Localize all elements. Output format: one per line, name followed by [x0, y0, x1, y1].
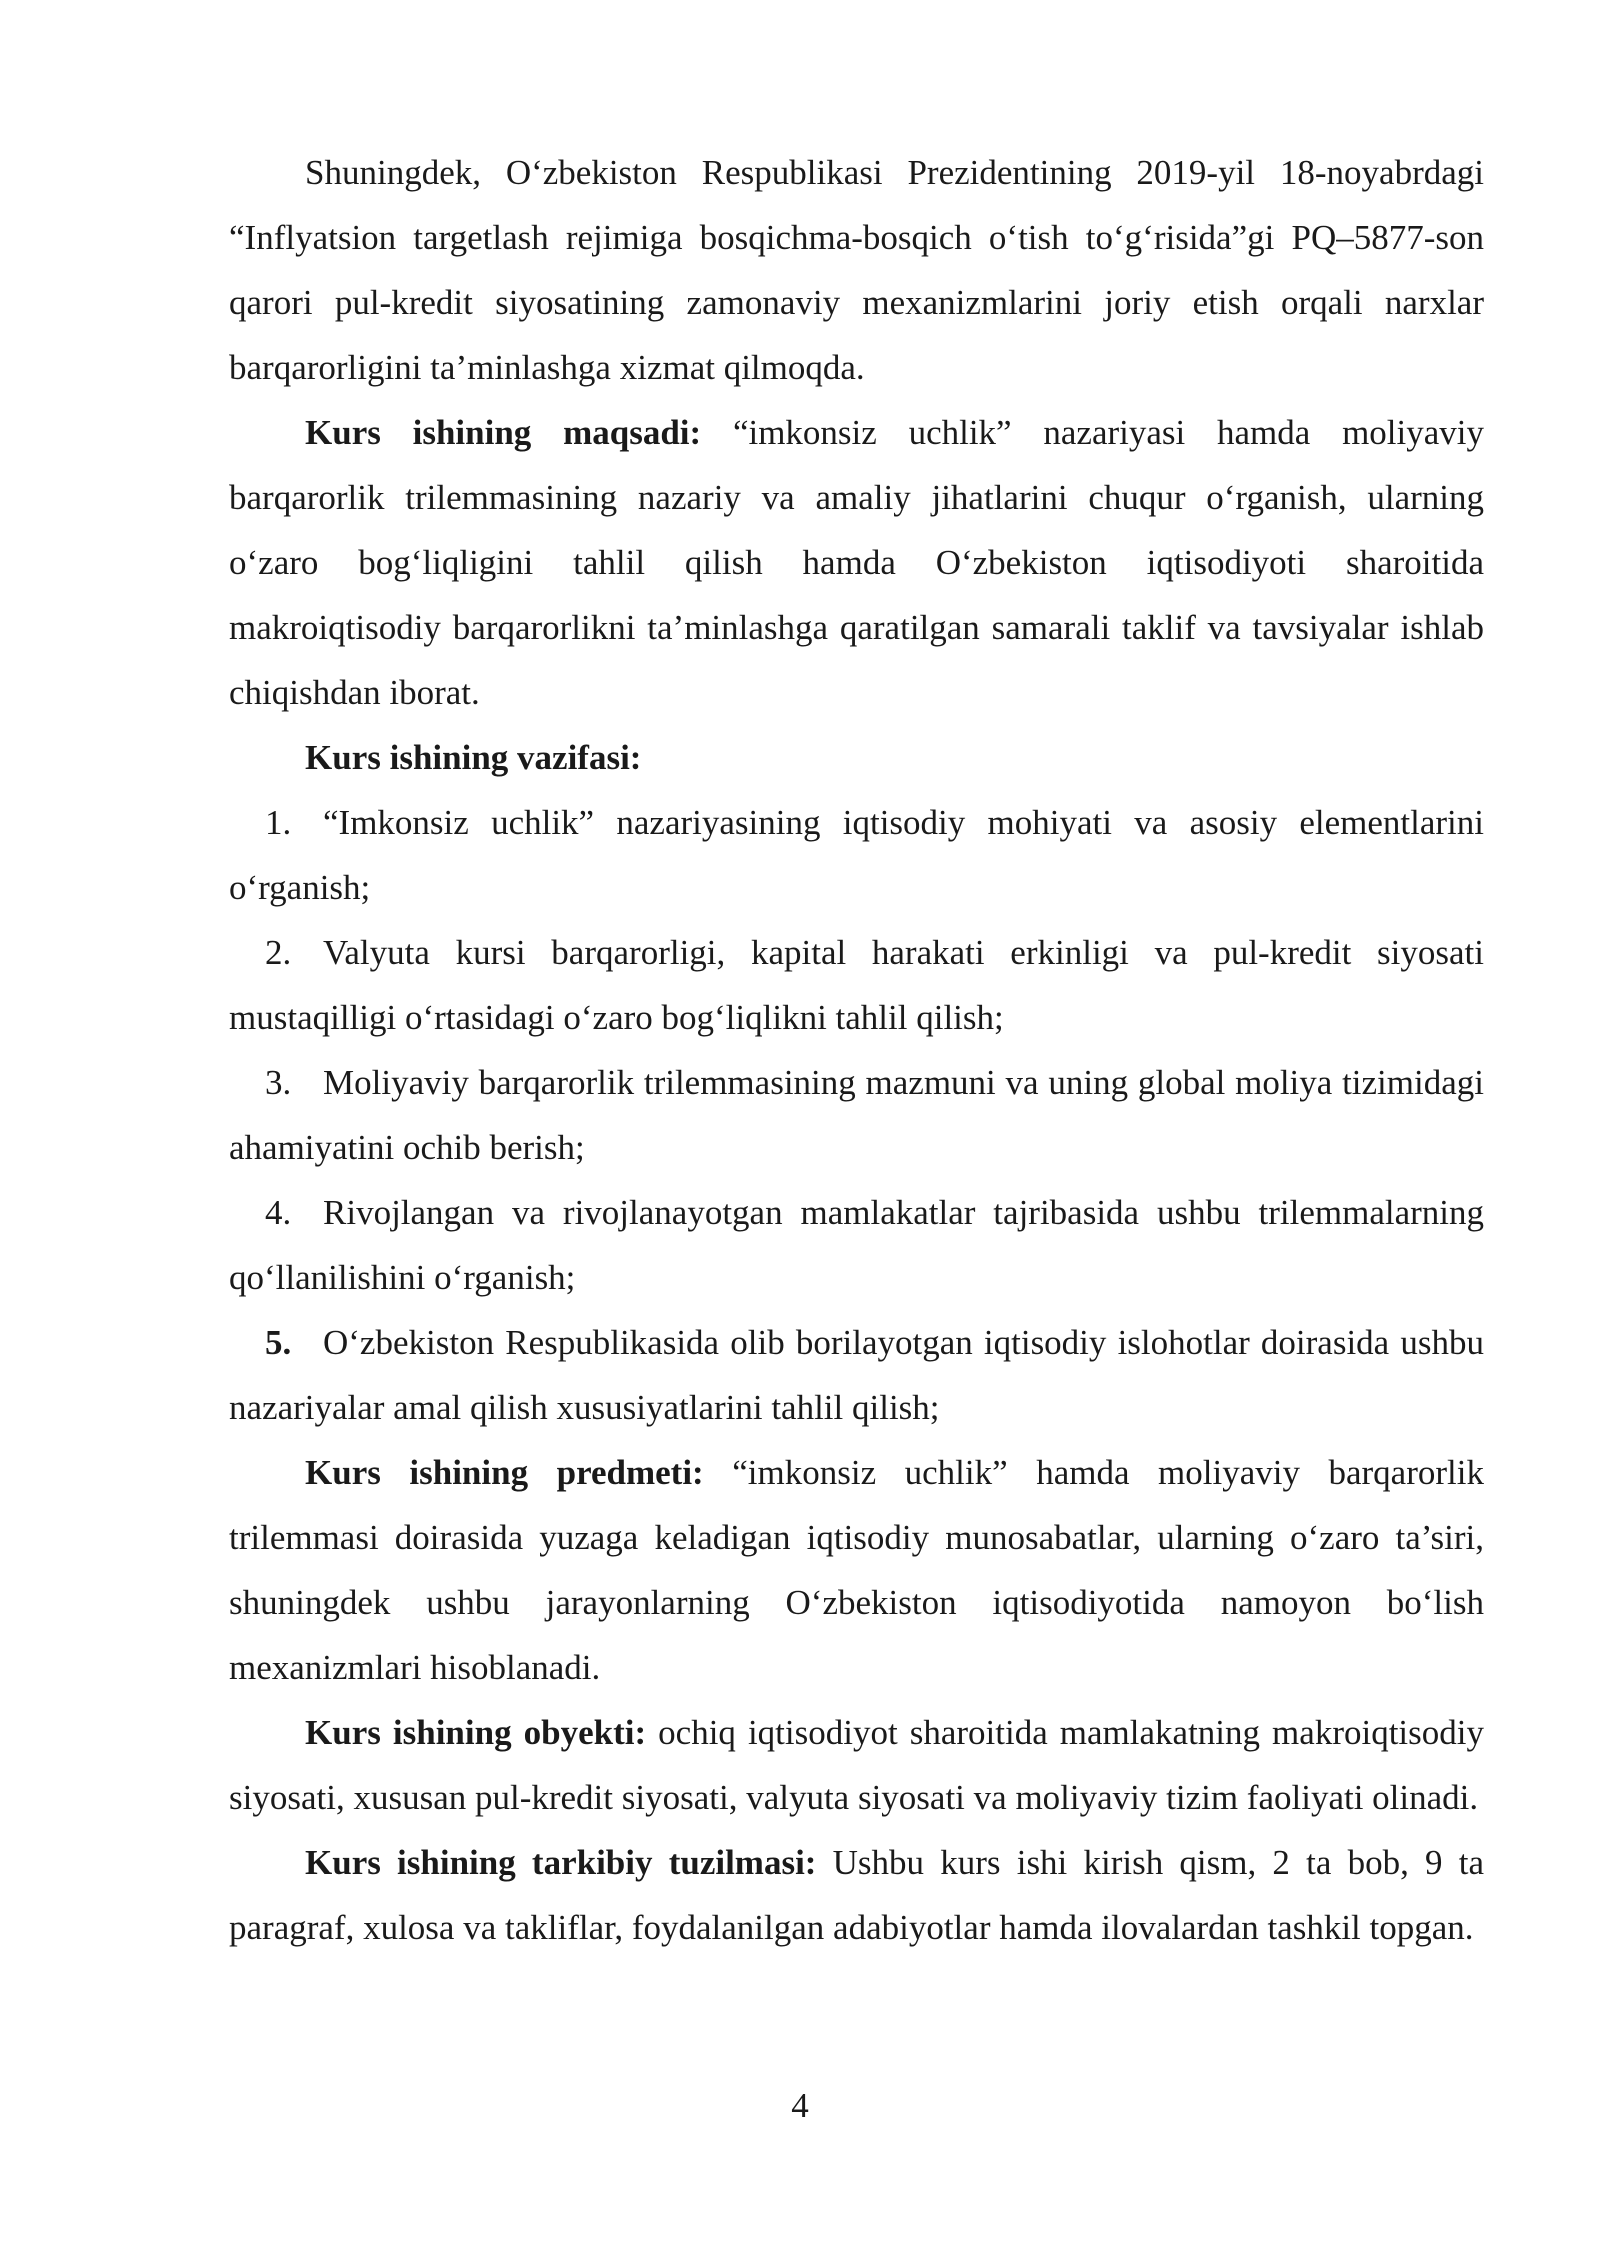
tasks-heading-paragraph — [229, 725, 1484, 790]
intro-text: Shuningdek, O‘zbekiston Respublikasi Prezidentining 2019-yil 18-noyabrdagi “Inflyatsion targetlash rejimiga bosqichma-bosqich o‘tish to‘g‘risida”gi PQ–5877-son qarori pul-kredit siyosatining zamonaviy mexanizmlarini joriy etish orqali narxlar barqarorligini ta’minlashga xizmat qilmoqda. — [229, 153, 1484, 387]
subject-heading: Kurs ishining predmeti: — [305, 1453, 704, 1492]
object-heading: Kurs ishining obyekti: — [305, 1713, 647, 1752]
goal-text: “imkonsiz uchlik” nazariyasi hamda moliyaviy barqarorlik trilemmasining nazariy va amaliy jihatlarini chuqur o‘rganish, ularning o‘zaro bog‘liqligini tahlil qilish hamda O‘zbekiston iqtisodiyoti sharoitida makroiqtisodiy barqarorlikni ta’minlashga qaratilgan samarali taklif va tavsiyalar ishlab chiqishdan iborat. — [229, 413, 1485, 712]
goal-paragraph — [229, 400, 1484, 725]
subject-paragraph — [229, 1440, 1484, 1700]
structure-text: Ushbu kurs ishi kirish qism, 2 ta bob, 9 ta paragraf, xulosa va takliflar, foydalanilgan adabiyotlar hamda ilovalardan tashkil topgan. — [229, 1843, 1484, 1947]
structure-heading: Kurs ishining tarkibiy tuzilmasi: — [305, 1843, 817, 1882]
task-item-4 — [229, 1180, 1484, 1310]
subject-text: “imkonsiz uchlik” hamda moliyaviy barqarorlik trilemmasi doirasida yuzaga keladigan iqtisodiy munosabatlar, ularning o‘zaro ta’siri, shuningdek ushbu jarayonlarning O‘zbekiston iqtisodiyotida namoyon bo‘lish mexanizmlari hisoblanadi. — [229, 1453, 1484, 1687]
page-number: 4 — [791, 2086, 809, 2125]
task-text: O‘zbekiston Respublikasida olib borilayotgan iqtisodiy islohotlar doirasida ushbu nazariyalar amal qilish xususiyatlarini tahlil qilish; — [229, 1323, 1484, 1427]
object-text: ochiq iqtisodiyot sharoitida mamlakatning makroiqtisodiy siyosati, xususan pul-kredit siyosati, valyuta siyosati va moliyaviy tizim faoliyati olinadi. — [229, 1713, 1484, 1817]
task-item-2 — [229, 920, 1484, 1050]
task-item-5 — [229, 1310, 1484, 1440]
task-number: 4. — [265, 1193, 292, 1232]
goal-heading: Kurs ishining maqsadi: — [305, 413, 702, 452]
task-number: 1. — [265, 803, 292, 842]
task-item-3 — [229, 1050, 1484, 1180]
task-item-1 — [229, 790, 1484, 920]
task-text: Rivojlangan va rivojlanayotgan mamlakatlar tajribasida ushbu trilemmalarning qo‘llanilishini o‘rganish; — [229, 1193, 1484, 1297]
task-number: 3. — [265, 1063, 292, 1102]
structure-paragraph — [229, 1830, 1484, 1960]
task-text: Valyuta kursi barqarorligi, kapital harakati erkinligi va pul-kredit siyosati mustaqilligi o‘rtasidagi o‘zaro bog‘liqlikni tahlil qilish; — [229, 933, 1484, 1037]
intro-paragraph — [229, 140, 1484, 400]
task-text: Moliyaviy barqarorlik trilemmasining mazmuni va uning global moliya tizimidagi ahamiyatini ochib berish; — [229, 1063, 1484, 1167]
object-paragraph — [229, 1700, 1484, 1830]
task-text: “Imkonsiz uchlik” nazariyasining iqtisodiy mohiyati va asosiy elementlarini o‘rganish; — [229, 803, 1484, 907]
document-page — [229, 140, 1484, 1960]
task-number: 2. — [265, 933, 292, 972]
task-number: 5. — [265, 1323, 292, 1362]
tasks-heading: Kurs ishining vazifasi: — [305, 738, 642, 777]
